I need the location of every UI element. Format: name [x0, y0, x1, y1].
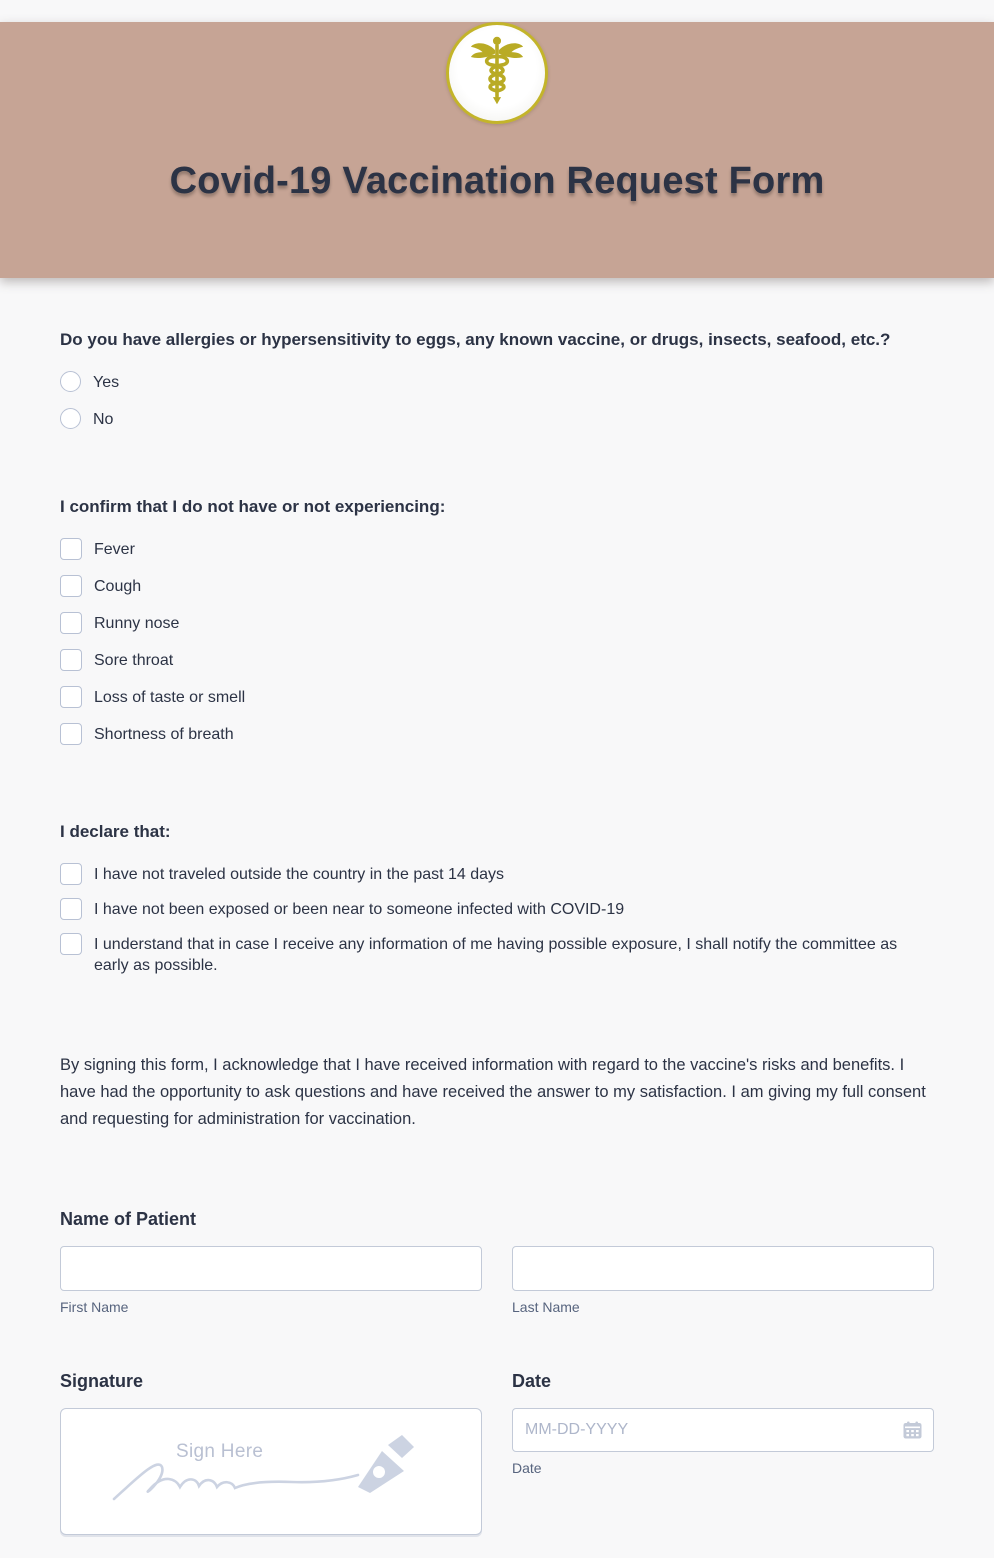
allergy-question: [60, 326, 934, 431]
signature-field: [60, 1371, 482, 1535]
form-body: [0, 278, 994, 1535]
patient-name-field: [60, 1209, 934, 1315]
checkbox-option-runny-nose[interactable]: [60, 612, 934, 635]
checkbox-notify-committee-label: I understand that in case I receive any information of me having possible exposure, I shall notify the committee as early as possible.: [94, 936, 898, 974]
checkbox-sore-throat[interactable]: [60, 649, 82, 671]
checkbox-notify-committee[interactable]: [60, 933, 82, 955]
checkbox-runny-nose[interactable]: [60, 612, 82, 634]
first-name-input[interactable]: [60, 1246, 482, 1291]
signature-squiggle-icon: [106, 1427, 436, 1517]
checkbox-sore-throat-label: Sore throat: [94, 652, 174, 669]
declaration-question-label: I declare that:: [60, 822, 171, 841]
symptoms-question-label: I confirm that I do not have or not experiencing:: [60, 497, 446, 516]
signature-date-row: [60, 1371, 934, 1535]
radio-yes-label: Yes: [93, 374, 120, 391]
checkbox-option-loss-of-taste[interactable]: [60, 686, 934, 709]
patient-name-label: Name of Patient: [60, 1209, 197, 1229]
date-field: [512, 1371, 934, 1535]
page-title: Covid-19 Vaccination Request Form: [169, 160, 825, 202]
symptoms-question: [60, 493, 934, 746]
checkbox-not-exposed[interactable]: [60, 898, 82, 920]
allergy-question-label: Do you have allergies or hypersensitivity to eggs, any known vaccine, or drugs, insects, seafood, etc.?: [60, 330, 891, 349]
radio-option-yes[interactable]: [60, 371, 934, 394]
checkbox-option-fever[interactable]: [60, 538, 934, 561]
declaration-checkbox-group: [60, 863, 934, 976]
checkbox-loss-of-taste-label: Loss of taste or smell: [94, 689, 246, 706]
radio-no[interactable]: [60, 408, 81, 429]
checkbox-option-cough[interactable]: [60, 575, 934, 598]
calendar-icon[interactable]: [903, 1421, 922, 1439]
checkbox-cough[interactable]: [60, 575, 82, 597]
date-input[interactable]: [512, 1408, 934, 1452]
allergy-radio-group: [60, 371, 934, 431]
radio-yes[interactable]: [60, 371, 81, 392]
caduceus-icon: [468, 35, 526, 112]
checkbox-option-notify-committee[interactable]: [60, 933, 934, 976]
first-name-group: [60, 1246, 482, 1315]
pen-nib-icon: [358, 1435, 414, 1493]
sign-here-placeholder: Sign Here: [176, 1440, 264, 1462]
checkbox-option-shortness-of-breath[interactable]: [60, 723, 934, 746]
signature-label: Signature: [60, 1371, 144, 1391]
checkbox-not-traveled-label: I have not traveled outside the country in the past 14 days: [94, 866, 505, 883]
checkbox-not-traveled[interactable]: [60, 863, 82, 885]
checkbox-option-not-exposed[interactable]: [60, 898, 934, 920]
declaration-question: [60, 818, 934, 976]
checkbox-runny-nose-label: Runny nose: [94, 615, 180, 632]
last-name-group: [512, 1246, 934, 1315]
checkbox-shortness-of-breath[interactable]: [60, 723, 82, 745]
checkbox-option-sore-throat[interactable]: [60, 649, 934, 672]
date-label: Date: [512, 1371, 552, 1391]
checkbox-not-exposed-label: I have not been exposed or been near to someone infected with COVID-19: [94, 901, 625, 918]
form-header: [0, 22, 994, 278]
form-logo: [446, 22, 548, 124]
checkbox-shortness-of-breath-label: Shortness of breath: [94, 726, 234, 743]
checkbox-fever-label: Fever: [94, 541, 135, 558]
checkbox-fever[interactable]: [60, 538, 82, 560]
first-name-sublabel: First Name: [60, 1299, 129, 1315]
last-name-sublabel: Last Name: [512, 1299, 580, 1315]
checkbox-cough-label: Cough: [94, 578, 142, 595]
radio-option-no[interactable]: [60, 408, 934, 431]
symptoms-checkbox-group: [60, 538, 934, 746]
date-sublabel: Date: [512, 1460, 542, 1476]
consent-paragraph: By signing this form, I acknowledge that I have received information with regard to the vaccine's risks and benefits. I have had the opportunity to ask questions and have received the answer to my satisfaction. I am giving my full consent and requesting for administration for vaccination.: [60, 1056, 926, 1128]
checkbox-option-not-traveled[interactable]: [60, 863, 934, 885]
checkbox-loss-of-taste[interactable]: [60, 686, 82, 708]
radio-no-label: No: [93, 411, 114, 428]
last-name-input[interactable]: [512, 1246, 934, 1291]
signature-pad[interactable]: [60, 1408, 482, 1535]
